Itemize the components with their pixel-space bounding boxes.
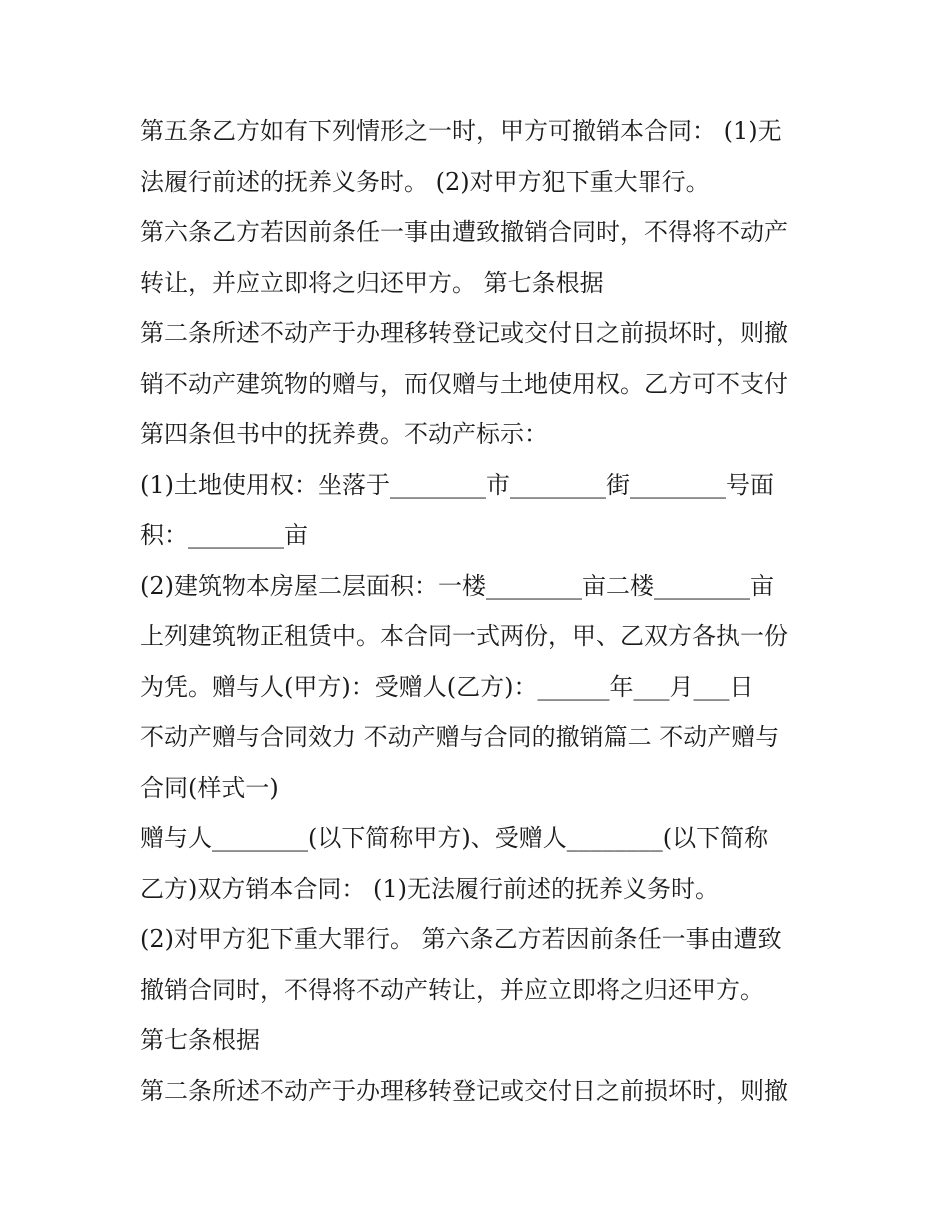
text-line: (2)对甲方犯下重大罪行。 第六条乙方若因前条任一事由遭致 xyxy=(140,925,782,953)
text-line: 转让，并应立即将之归还甲方。 第七条根据 xyxy=(140,268,604,297)
text-line: 乙方)双方销本合同： (1)无法履行前述的抚养义务时。 xyxy=(140,874,719,903)
text-line: 销不动产建筑物的赠与，而仅赠与土地使用权。乙方可不支付 xyxy=(140,369,788,398)
text-line: 不动产赠与合同效力 不动产赠与合同的撤销篇二 不动产赠与 xyxy=(140,723,780,751)
text-line: 积：________亩 xyxy=(140,521,308,549)
text-line: 上列建筑物正租赁中。本合同一式两份，甲、乙双方各执一份 xyxy=(140,622,788,650)
text-line: 法履行前述的抚养义务时。 (2)对甲方犯下重大罪行。 xyxy=(140,167,710,196)
text-line: (2)建筑物本房屋二层面积：一楼________亩二楼________亩 xyxy=(140,571,774,600)
text-line: 第六条乙方若因前条任一事由遭致撤销合同时，不得将不动产 xyxy=(140,218,788,246)
text-line: (1)土地使用权：坐落于________市________街________号面 xyxy=(140,470,774,499)
contract-text xyxy=(140,106,830,1116)
text-line: 第五条乙方如有下列情形之一时，甲方可撤销本合同： (1)无 xyxy=(140,117,782,145)
text-line: 第四条但书中的抚养费。不动产标示： xyxy=(140,420,548,448)
text-line: 为凭。赠与人(甲方)：受赠人(乙方)：______年___月___日 xyxy=(140,672,754,701)
text-line: 赠与人________(以下简称甲方)、受赠人________(以下简称 xyxy=(140,824,769,852)
text-line: 第七条根据 xyxy=(140,1026,260,1054)
text-line: 合同(样式一) xyxy=(140,773,279,802)
text-line: 第二条所述不动产于办理移转登记或交付日之前损坏时，则撤 xyxy=(140,319,788,347)
text-line: 第二条所述不动产于办理移转登记或交付日之前损坏时，则撤 xyxy=(140,1076,788,1105)
text-line: 撤销合同时，不得将不动产转让，并应立即将之归还甲方。 xyxy=(140,975,764,1004)
